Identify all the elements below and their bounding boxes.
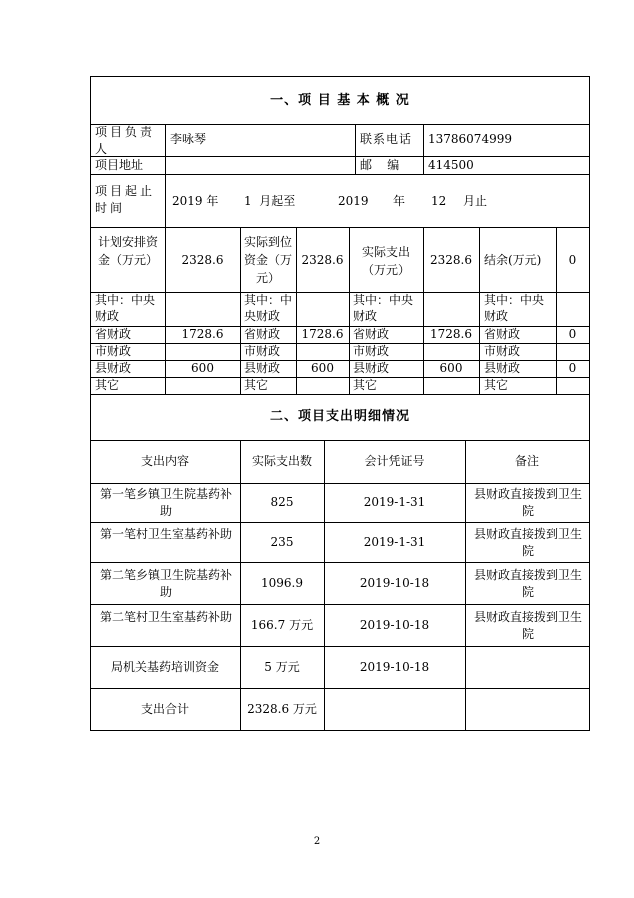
period-end-year: 2019 bbox=[338, 194, 369, 208]
section1-title: 一、项 目 基 本 概 况 bbox=[270, 93, 410, 108]
province-spent-value: 1728.6 bbox=[430, 327, 472, 341]
city-balance-label: 市财政 bbox=[484, 344, 521, 358]
county-spent-value: 600 bbox=[439, 361, 463, 375]
spent-funds-value: 2328.6 bbox=[430, 253, 472, 267]
other-balance-label: 其它 bbox=[484, 378, 509, 392]
county-balance-label: 县财政 bbox=[484, 361, 521, 375]
period-end-suffix: 月止 bbox=[463, 194, 488, 208]
central-actual-label: 其中：中央财政 bbox=[244, 293, 293, 323]
province-balance-label: 省财政 bbox=[484, 327, 521, 341]
header-content: 支出内容 bbox=[140, 454, 189, 468]
province-actual-value: 1728.6 bbox=[301, 327, 344, 341]
postcode-label: 邮 编 bbox=[360, 158, 400, 172]
county-plan-value: 600 bbox=[191, 361, 214, 375]
row-content: 局机关基药培训资金 bbox=[110, 660, 219, 674]
total-value: 2328.6 万元 bbox=[247, 702, 317, 716]
row-amount: 825 bbox=[270, 495, 294, 509]
total-label: 支出合计 bbox=[140, 702, 189, 716]
header-amount: 实际支出数 bbox=[251, 454, 312, 468]
period-start-year: 2019 年 bbox=[172, 194, 219, 208]
row-content: 第二笔村卫生室基药补助 bbox=[99, 610, 232, 624]
row-content: 第一笔村卫生室基药补助 bbox=[99, 527, 232, 541]
other-actual-label: 其它 bbox=[244, 378, 269, 392]
balance-label: 结余(万元) bbox=[484, 253, 542, 267]
county-spent-label: 县财政 bbox=[353, 361, 390, 375]
manager-label: 项目负责人 bbox=[95, 125, 156, 156]
row-voucher: 2019-1-31 bbox=[363, 535, 426, 549]
province-balance-value: 0 bbox=[568, 327, 577, 341]
row-content: 第二笔乡镇卫生院基药补助 bbox=[99, 568, 232, 599]
manager-value: 李咏琴 bbox=[170, 132, 207, 146]
city-spent-label: 市财政 bbox=[353, 344, 390, 358]
row-amount: 166.7 万元 bbox=[250, 618, 314, 632]
province-spent-label: 省财政 bbox=[353, 327, 390, 341]
row-note: 县财政直接拨到卫生院 bbox=[473, 568, 582, 599]
county-plan-label: 县财政 bbox=[95, 361, 132, 375]
other-plan-label: 其它 bbox=[95, 378, 120, 392]
period-start-month: 1 月起至 bbox=[244, 194, 296, 208]
spent-funds-label: 实际支出（万元） bbox=[361, 245, 410, 277]
plan-funds-value: 2328.6 bbox=[181, 253, 224, 267]
row-voucher: 2019-10-18 bbox=[359, 576, 430, 590]
period-year-unit: 年 bbox=[393, 194, 406, 208]
row-amount: 1096.9 bbox=[261, 576, 303, 590]
central-plan-label: 其中：中央财政 bbox=[95, 293, 156, 323]
other-spent-label: 其它 bbox=[353, 378, 378, 392]
row-voucher: 2019-1-31 bbox=[363, 495, 426, 509]
header-voucher: 会计凭证号 bbox=[364, 454, 425, 468]
balance-value: 0 bbox=[568, 253, 577, 267]
row-note: 县财政直接拨到卫生院 bbox=[473, 527, 582, 558]
row-note: 县财政直接拨到卫生院 bbox=[473, 487, 582, 518]
county-actual-value: 600 bbox=[311, 361, 334, 375]
central-spent-label: 其中：中央财政 bbox=[353, 293, 414, 323]
province-plan-value: 1728.6 bbox=[181, 327, 224, 341]
row-amount: 235 bbox=[270, 535, 294, 549]
plan-funds-label: 计划安排资金（万元） bbox=[97, 235, 158, 267]
county-balance-value: 0 bbox=[568, 361, 577, 375]
phone-value: 13786074999 bbox=[428, 132, 512, 146]
row-note: 县财政直接拨到卫生院 bbox=[473, 610, 582, 641]
page-number: 2 bbox=[313, 836, 321, 847]
postcode-value: 414500 bbox=[428, 158, 474, 172]
section2-title: 二、项目支出明细情况 bbox=[269, 409, 410, 424]
actual-funds-label: 实际到位资金（万元） bbox=[243, 235, 292, 285]
city-plan-label: 市财政 bbox=[95, 344, 132, 358]
city-actual-label: 市财政 bbox=[244, 344, 281, 358]
province-actual-label: 省财政 bbox=[244, 327, 281, 341]
actual-funds-value: 2328.6 bbox=[301, 253, 344, 267]
address-label: 项目地址 bbox=[95, 158, 144, 172]
row-voucher: 2019-10-18 bbox=[359, 618, 430, 632]
row-voucher: 2019-10-18 bbox=[359, 660, 430, 674]
header-note: 备注 bbox=[514, 454, 539, 468]
county-actual-label: 县财政 bbox=[244, 361, 281, 375]
province-plan-label: 省财政 bbox=[95, 327, 132, 341]
period-end-month: 12 bbox=[431, 194, 447, 208]
row-content: 第一笔乡镇卫生院基药补助 bbox=[99, 487, 232, 518]
row-amount: 5 万元 bbox=[264, 660, 300, 674]
period-label: 项目起止时间 bbox=[95, 184, 156, 215]
central-balance-label: 其中：中央财政 bbox=[484, 293, 545, 323]
phone-label: 联系电话 bbox=[360, 132, 413, 146]
